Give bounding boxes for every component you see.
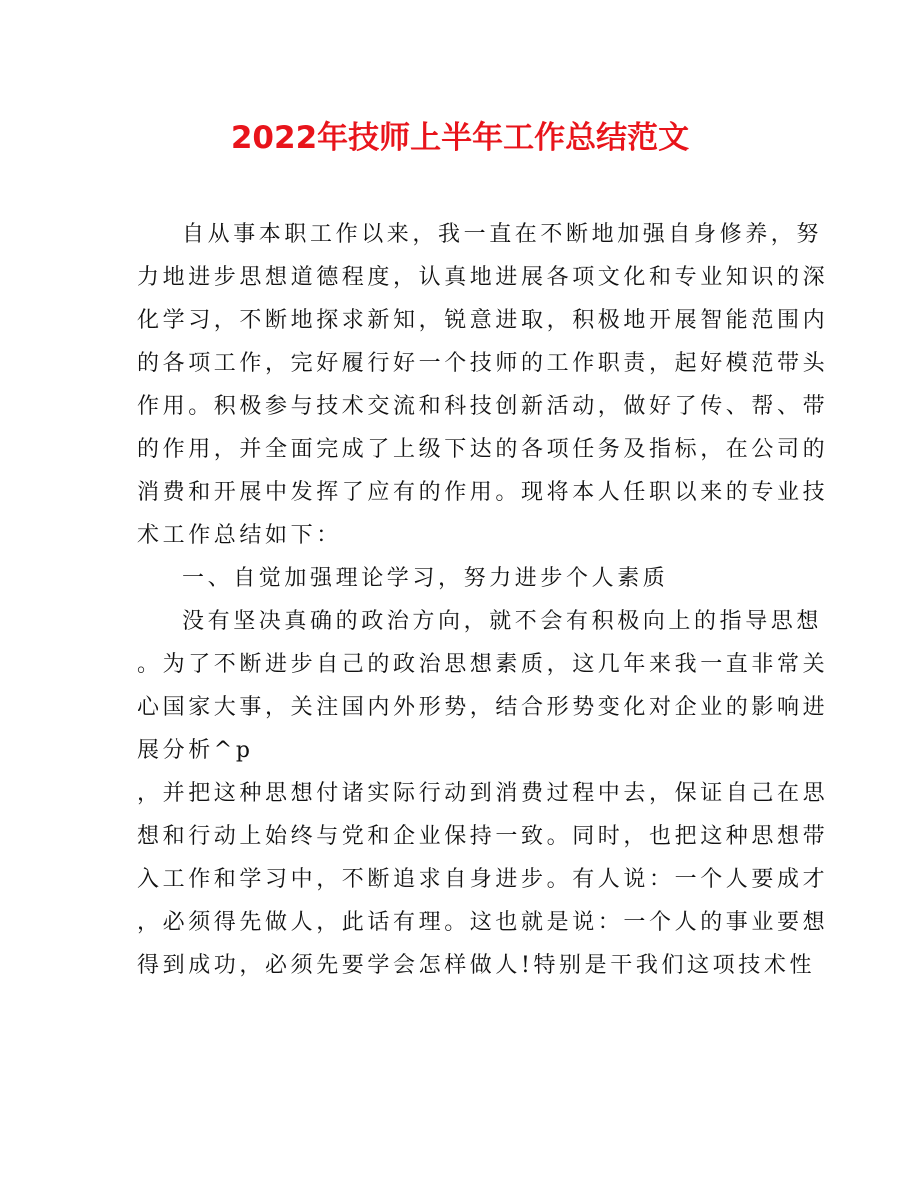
- paragraph-line: 入工作和学习中，不断追求自身进步。有人说：一个人要成才: [137, 867, 829, 892]
- paragraph-line: 心国家大事，关注国内外形势，结合形势变化对企业的影响进: [137, 695, 829, 720]
- paragraph-line: ，必须得先做人，此话有理。这也就是说：一个人的事业要想: [137, 910, 829, 935]
- paragraph-line: 术工作总结如下：: [137, 523, 342, 548]
- paragraph-line: 作用。积极参与技术交流和科技创新活动，做好了传、帮、带: [137, 394, 829, 419]
- paragraph-line: 消费和开展中发挥了应有的作用。现将本人任职以来的专业技: [137, 480, 829, 505]
- paragraph-line: 没有坚决真确的政治方向，就不会有积极向上的指导思想: [182, 609, 823, 634]
- paragraph-line: 。为了不断进步自己的政治思想素质，这几年来我一直非常关: [137, 652, 829, 677]
- paragraph-line: 展分析^p: [137, 738, 254, 763]
- document-title: 2022年技师上半年工作总结范文: [230, 120, 690, 156]
- paragraph-line: 自从事本职工作以来，我一直在不断地加强自身修养，努: [182, 222, 823, 247]
- paragraph-line: 化学习，不断地探求新知，锐意进取，积极地开展智能范围内: [137, 308, 829, 333]
- paragraph-line: 得到成功，必须先要学会怎样做人!特别是干我们这项技术性: [137, 953, 816, 978]
- paragraph-line: 的各项工作，完好履行好一个技师的工作职责，起好模范带头: [137, 351, 829, 376]
- paragraph-line: 的作用，并全面完成了上级下达的各项任务及指标，在公司的: [137, 437, 829, 462]
- paragraph-line: 想和行动上始终与党和企业保持一致。同时，也把这种思想带: [137, 824, 829, 849]
- paragraph-line: ，并把这种思想付诸实际行动到消费过程中去，保证自己在思: [137, 781, 829, 806]
- paragraph-line: 力地进步思想道德程度，认真地进展各项文化和专业知识的深: [137, 265, 829, 290]
- section-heading: 一、自觉加强理论学习，努力进步个人素质: [182, 566, 669, 591]
